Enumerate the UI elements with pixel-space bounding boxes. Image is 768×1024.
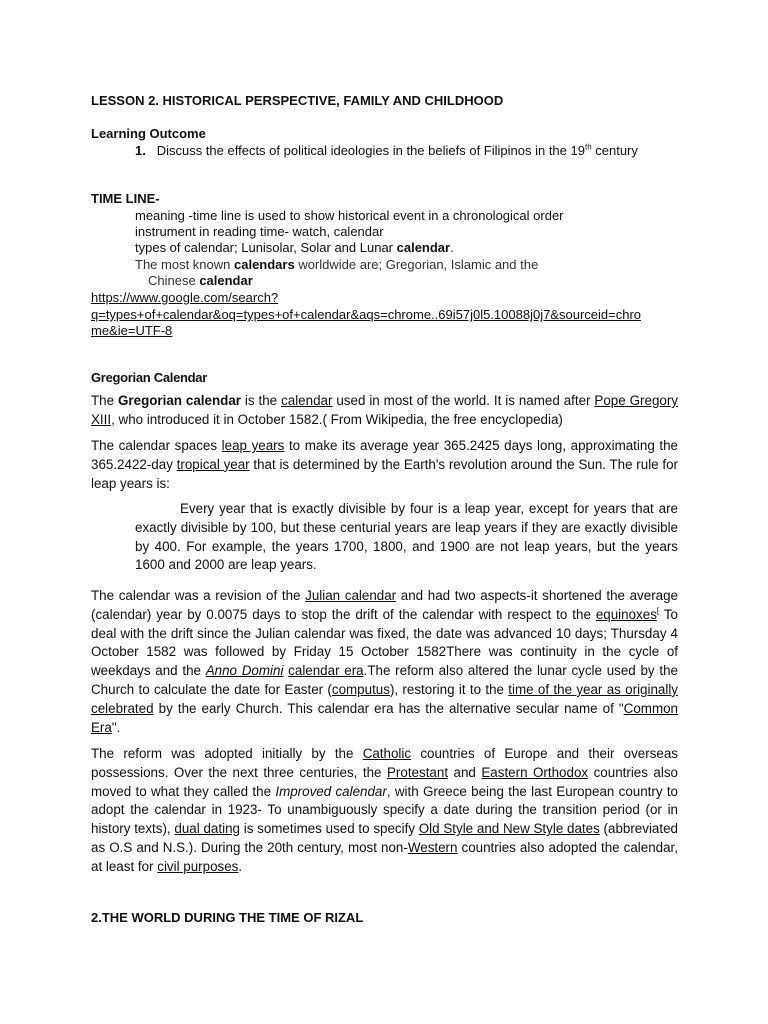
gregorian-bold: Gregorian calendar: [118, 393, 241, 408]
link-leap-years[interactable]: leap years: [221, 438, 285, 453]
link-common-era[interactable]: Common Era: [91, 700, 678, 735]
lesson-title: LESSON 2. HISTORICAL PERSPECTIVE, FAMILY AND CHILDHOOD: [91, 93, 504, 108]
item-text: Discuss the effects of political ideologies in the beliefs of Filipinos in the 19: [156, 143, 585, 158]
timeline-line-types: [135, 240, 454, 255]
link-western[interactable]: Western: [407, 839, 458, 855]
link-dual-dating[interactable]: dual dating: [174, 821, 240, 837]
link-protestant[interactable]: Protestant: [387, 764, 449, 780]
link-old-new-style[interactable]: Old Style and New Style dates: [418, 821, 600, 837]
chinese-bold: calendar: [199, 273, 253, 288]
link-anno-domini[interactable]: Anno Domini: [205, 663, 284, 679]
gregorian-paragraph-4: The reform was adopted initially by the Catholic countries of Europe and their overseas possessions. Over the next three centuries, the Protestant and Eastern Orthodox countries also moved to what they called the Improved calendar, with Greece being the last European country to adopt the calendar in 1923- To unambiguously specify a date during the transition period (or in history texts), dual dating is sometimes used to specify Old Style and New Style dates (abbreviated as O.S and N.S.). During the 20th century, most non-Western countries also adopted the calendar, at least for civil purposes.: [91, 746, 679, 874]
link-tropical-year[interactable]: tropical year: [176, 456, 250, 472]
link-calendar-era[interactable]: calendar era: [288, 663, 364, 679]
section-2-title: 2.THE WORLD DURING THE TIME OF RIZAL: [91, 910, 364, 925]
timeline-line-instrument: instrument in reading time- watch, calendar: [135, 224, 384, 239]
gregorian-paragraph-3: The calendar was a revision of the Julian calendar and had two aspects-it shortened the average (calendar) year by 0.0075 days to stop the drift of the calendar with respect to the equinoxes[ To deal with the drift since the Julian calendar was fixed, the date was advanced 10 days; Thursday 4 October 1582 was followed by Friday 15 October 1582There was continuity in the cycle of weekdays and the Anno Domini calendar era.The reform also altered the lunar cycle used by the Church to calculate the date for Easter (computus), restoring it to the time of the year as originally celebrated by the early Church. This calendar era has the alternative secular name of "Common Era".: [91, 588, 679, 735]
gregorian-paragraph-1: The Gregorian calendar is the calendar used in most of the world. It is named after Pope Gregory XIII, who introduced it in October 1582.( From Wikipedia, the free encyclopedia): [91, 393, 678, 427]
types-bold: calendar: [396, 240, 451, 255]
item-tail: century: [591, 143, 638, 158]
learning-outcome-item: [135, 143, 638, 158]
timeline-heading: TIME LINE-: [91, 191, 160, 206]
gregorian-heading: Gregorian Calendar: [91, 370, 207, 385]
timeline-line-known: [135, 257, 538, 272]
chinese-text: Chinese: [148, 273, 200, 288]
leap-year-rule-quote: Every year that is exactly divisible by four is a leap year, except for years that are exactly divisible by 100, but these centurial years are leap years if they are exactly divisible by 400. For example, the years 1700, 1800, and 1900 are not leap years, but the years 1600 and 2000 are leap years.: [135, 501, 678, 573]
item-superscript: th: [584, 142, 592, 152]
link-civil-purposes[interactable]: civil purposes: [157, 858, 239, 874]
link-calendar[interactable]: calendar: [281, 393, 333, 408]
known-bold: calendars: [234, 257, 295, 272]
link-julian-calendar[interactable]: Julian calendar: [305, 588, 397, 603]
link-catholic[interactable]: Catholic: [362, 746, 412, 761]
link-pope-gregory[interactable]: Pope Gregory XIII: [91, 393, 678, 427]
improved-calendar-italic: Improved calendar: [275, 783, 387, 799]
known-text: The most known: [135, 257, 234, 272]
gregorian-paragraph-2: The calendar spaces leap years to make its average year 365.2425 days long, approximating the 365.2422-day tropical year that is determined by the Earth's revolution around the Sun. The rule for leap years is:: [91, 438, 679, 491]
link-equinoxes[interactable]: equinoxes: [595, 606, 657, 622]
timeline-line-meaning: meaning -time line is used to show historical event in a chronological order: [135, 208, 564, 223]
known-tail: worldwide are; Gregorian, Islamic and the: [294, 257, 539, 272]
item-number: 1.: [135, 143, 146, 158]
link-computus[interactable]: computus: [331, 681, 390, 697]
search-link-line-3[interactable]: me&ie=UTF-8: [91, 323, 173, 338]
timeline-line-chinese: [148, 273, 253, 288]
search-link-line-1[interactable]: https://www.google.com/search?: [91, 290, 279, 305]
link-eastern-orthodox[interactable]: Eastern Orthodox: [481, 764, 589, 780]
types-period: .: [450, 240, 454, 255]
link-time-of-year[interactable]: time of the year as originally celebrated: [91, 681, 679, 716]
learning-outcome-heading: Learning Outcome: [91, 126, 206, 141]
types-text: types of calendar; Lunisolar, Solar and Lunar: [135, 240, 397, 255]
search-link-line-2[interactable]: q=types+of+calendar&oq=types+of+calendar&aqs=chrome..69i57j0l5.10088j0j7&sourceid=chro: [91, 307, 641, 322]
